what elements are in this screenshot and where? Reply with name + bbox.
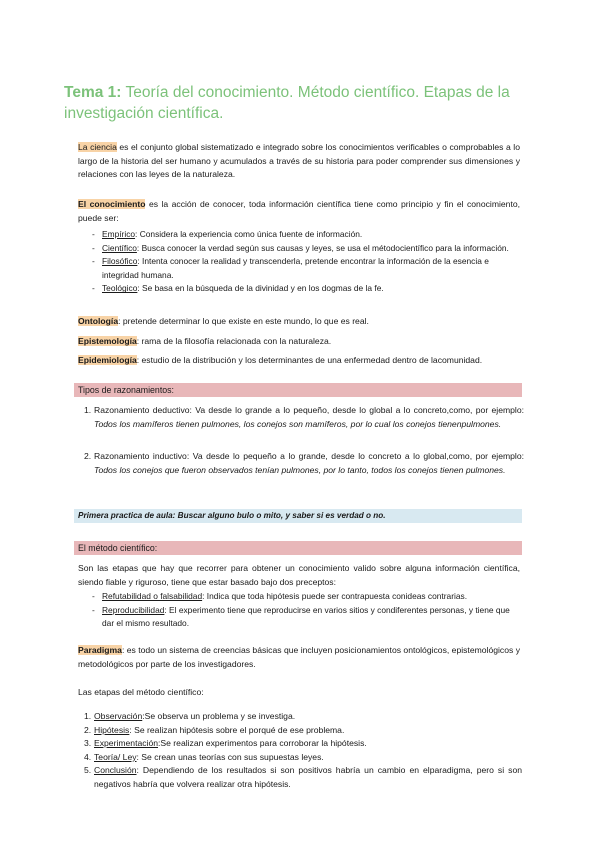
practica-banner: Primera practica de aula: Buscar alguno bulo o mito, y saber si es verdad o no.: [74, 509, 522, 523]
item-term: Reproducibilidad: [102, 604, 165, 615]
conocimiento-list: [92, 228, 522, 296]
list-item: [78, 404, 524, 431]
item-text: : Indica que toda hipótesis puede ser contrapuesta conideas contrarias.: [202, 591, 468, 601]
definition-text: : pretende determinar lo que existe en este mundo, lo que es real.: [118, 316, 369, 326]
item-text: : Busca conocer la verdad según sus causas y leyes, se usa el métodocientífico para la información.: [136, 242, 509, 253]
list-item: [78, 724, 522, 738]
etapas-list: [78, 710, 522, 792]
item-term: Refutabilidad o falsabilidad: [102, 591, 203, 601]
list-item: [92, 282, 522, 296]
item-text: : Dependiendo de los resultados si son positivos habría un cambio en elparadigma, pero si son negativos habría que volvera realizar otra hipótesis.: [94, 765, 522, 789]
epidemiologia-definition: [78, 354, 520, 368]
item-term: Hipótesis: [94, 724, 130, 735]
item-text: :Se observa un problema y se investiga.: [142, 711, 296, 721]
list-item: [92, 242, 522, 256]
metodo-heading: El método científico:: [74, 541, 522, 555]
list-item: [92, 590, 522, 604]
list-item: [92, 255, 522, 282]
item-text: Razonamiento deductivo: Va desde lo grande a lo pequeño, desde lo global a lo concreto,como, por ejemplo:: [94, 405, 524, 415]
item-number: 1.: [84, 711, 92, 721]
title-prefix: Tema 1:: [64, 84, 122, 101]
item-term: Teoría/ Ley: [94, 751, 137, 762]
list-item: [78, 450, 524, 477]
list-item: [78, 737, 522, 751]
razonamientos-list-2: [78, 450, 524, 477]
page-title: [64, 82, 544, 124]
item-term: Filosófico: [102, 256, 138, 267]
item-text: : Intenta conocer la realidad y transcenderla, pretende encontrar la información de la esencia e integridad humana.: [102, 256, 489, 280]
item-text: : Se basa en la búsqueda de la divinidad y en los dogmas de la fe.: [137, 283, 384, 294]
item-term: Experimentación: [94, 738, 159, 749]
definition-term: Epidemiología: [78, 355, 137, 365]
metodo-paragraph: Son las etapas que hay que recorrer para obtener un conocimiento valido sobre alguna información científica, siendo fiable y riguroso, tiene que estar basado bajo dos preceptos:: [78, 563, 520, 587]
list-item: [78, 751, 522, 765]
item-example: Todos los mamíferos tienen pulmones, los conejos son mamíferos, por lo cual los conejos tienenpulmones.: [94, 418, 502, 429]
definition-text: : rama de la filosofía relacionada con la naturaleza.: [136, 336, 332, 346]
definition-text: : estudio de la distribución y los determinantes de una enfermedad dentro de lacomunidad.: [136, 355, 483, 365]
item-text: :Se realizan experimentos para corroborar la hipótesis.: [158, 738, 367, 749]
conocimiento-term: El conocimiento: [78, 199, 146, 209]
item-number: 2.: [84, 724, 92, 735]
item-text: : El experimento tiene que reproducirse en varios sitios y condiferentes personas, y tiene que dar el mismo resultado.: [102, 604, 510, 629]
razonamientos-list: [78, 404, 524, 431]
paradigma-paragraph: [78, 644, 520, 671]
list-item: [92, 228, 522, 242]
item-term: Científico: [102, 242, 137, 253]
ciencia-term: La ciencia: [78, 142, 117, 152]
item-text: Razonamiento inductivo: Va desde lo pequeño a lo grande, desde lo concreto a lo global,como, por ejemplo:: [94, 451, 524, 461]
item-number: 5.: [84, 765, 92, 776]
epistemologia-definition: [78, 335, 520, 349]
ontologia-definition: [78, 315, 520, 329]
item-text: : Se realizan hipótesis sobre el porqué de ese problema.: [129, 724, 345, 735]
item-term: Empírico: [102, 229, 136, 239]
definition-term: Ontología: [78, 316, 119, 326]
item-term: Teológico: [102, 283, 138, 294]
title-text: Teoría del conocimiento. Método científico. Etapas de la investigación científica.: [64, 84, 510, 122]
item-number: 2.: [84, 451, 92, 461]
item-number: 4.: [84, 751, 92, 762]
list-item: [78, 710, 522, 724]
conocimiento-text: es la acción de conocer, toda información científica tiene como principio y fin el conocimiento, puede ser:: [78, 199, 521, 223]
paradigma-text: : es todo un sistema de creencias básicas que incluyen posicionamientos ontológicos, epistemológicos y metodológicos por parte de los investigadores.: [78, 645, 520, 669]
paradigma-term: Paradigma: [78, 645, 122, 655]
item-term: Conclusión: [94, 765, 137, 776]
item-term: Observación: [94, 711, 143, 721]
item-number: 3.: [84, 738, 92, 749]
etapas-intro: Las etapas del método científico:: [78, 687, 204, 697]
item-number: 1.: [84, 405, 92, 415]
item-text: : Considera la experiencia como única fuente de información.: [135, 229, 363, 239]
list-item: [92, 604, 522, 631]
item-text: : Se crean unas teorías con sus supuestas leyes.: [136, 751, 324, 762]
preceptos-list: [92, 590, 522, 631]
razonamientos-heading: Tipos de razonamientos:: [74, 383, 522, 397]
list-item: [78, 764, 522, 791]
ciencia-text: es el conjunto global sistematizado e integrado sobre los conocimientos verificables o comprobables a lo largo de la historia del ser humano y acumulados a través de su historia para poder comprender sus dimensiones y relaciones con las leyes de la naturaleza.: [78, 142, 520, 180]
definition-term: Epistemología: [78, 336, 137, 346]
ciencia-paragraph: [78, 141, 520, 182]
item-example: Todos los conejos que fueron observados tenían pulmones, por lo tanto, todos los conejos tienen pulmones.: [94, 464, 506, 475]
conocimiento-paragraph: [78, 198, 520, 225]
